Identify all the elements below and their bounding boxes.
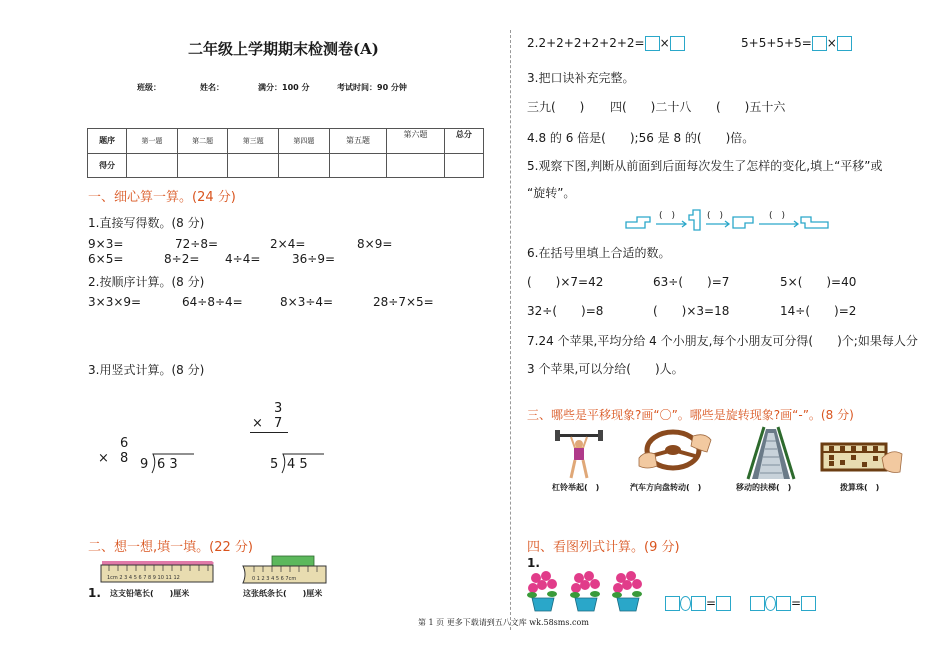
sec3-label: 拨算珠( )	[840, 483, 880, 492]
operator-circle[interactable]	[680, 596, 691, 611]
time-label: 考试时间：90 分钟	[337, 83, 407, 92]
flower-pot-icon	[569, 570, 603, 612]
score-cell: 第四题	[279, 129, 330, 154]
divisor: 9	[140, 457, 149, 472]
q2-right-text: 5+5+5+5=	[741, 36, 812, 50]
score-blank[interactable]	[329, 153, 387, 178]
ruler-units: 0 1 2 3 4 5 6 7cm	[252, 576, 297, 582]
equation-2	[750, 596, 816, 611]
q3-item: 三九( )	[527, 100, 585, 114]
sec4-q1-num: 1.	[527, 556, 540, 570]
calc-item: 28÷7×5=	[373, 295, 434, 309]
score-table	[87, 128, 484, 178]
score-blank[interactable]	[177, 153, 228, 178]
q5-line1: 5.观察下图,判断从前面到后面每次发生了怎样的变化,填上“平移”或	[527, 159, 883, 173]
calc-item: 2×4=	[270, 237, 306, 251]
calc-item: 9×3=	[88, 237, 124, 251]
ruler1-caption: 这支铅笔长( )厘米	[110, 589, 190, 598]
flower-pot-icon	[611, 570, 645, 612]
score-cell: 题序	[88, 129, 127, 154]
sec1-q2: 2.按顺序计算。(8 分)	[88, 275, 205, 289]
abacus-icon	[820, 440, 904, 476]
score-cell: 第一题	[127, 129, 178, 154]
vertical-top: 3	[274, 401, 283, 416]
times-sign: ×	[826, 36, 837, 50]
q6-item: 32÷( )=8	[527, 304, 604, 318]
equal-sign: =	[791, 596, 802, 610]
answer-box[interactable]	[665, 596, 680, 611]
q7-line1: 7.24 个苹果,平均分给 4 个小朋友,每个小朋友可分得( )个;如果每人分	[527, 334, 918, 348]
score-cell: 得分	[88, 153, 127, 178]
section1-title: 一、细心算一算。(24 分)	[88, 190, 236, 205]
vertical-bottom: 8	[120, 451, 129, 466]
score-blank[interactable]	[279, 153, 330, 178]
class-label: 班级：	[137, 83, 161, 92]
section4-title: 四、看图列式计算。(9 分)	[527, 540, 680, 555]
score-cell: 第六题	[387, 129, 445, 154]
vertical-op: ×	[252, 416, 263, 431]
calc-item: 4÷4=	[225, 252, 261, 266]
vertical-op: ×	[98, 451, 109, 466]
calc-item: 36÷9=	[292, 252, 336, 266]
name-label: 姓名：	[200, 83, 224, 92]
operator-circle[interactable]	[765, 596, 776, 611]
sec2-q1-num: 1.	[88, 586, 101, 600]
score-blank[interactable]	[444, 153, 483, 178]
sec1-q3: 3.用竖式计算。(8 分)	[88, 363, 205, 377]
q6-item: 5×( )=40	[780, 275, 857, 289]
calc-item: 6×5=	[88, 252, 124, 266]
divisor: 5	[270, 457, 279, 472]
vertical-bottom: 7	[274, 416, 283, 431]
answer-box[interactable]	[691, 596, 706, 611]
answer-box[interactable]	[801, 596, 816, 611]
transform-blank[interactable]: ( )	[659, 211, 676, 221]
score-cell: 第五题	[329, 129, 387, 154]
sec3-label: 汽车方向盘转动( )	[630, 483, 702, 492]
section3-title: 三、哪些是平移现象?画“〇”。哪些是旋转现象?画“-”。(8 分)	[527, 408, 854, 422]
escalator-icon	[746, 425, 796, 481]
q3-title: 3.把口诀补充完整。	[527, 71, 635, 85]
q7-line2: 3 个苹果,可以分给( )人。	[527, 362, 684, 376]
q6-item: 63÷( )=7	[653, 275, 730, 289]
q2-left-text: 2.2+2+2+2+2+2=	[527, 36, 645, 50]
answer-box[interactable]	[776, 596, 791, 611]
calc-item: 8×9=	[357, 237, 393, 251]
sec3-label: 杠铃举起( )	[552, 483, 600, 492]
q6-title: 6.在括号里填上合适的数。	[527, 246, 671, 260]
calc-item: 8÷2=	[164, 252, 200, 266]
section2-title: 二、想一想,填一填。(22 分)	[88, 540, 253, 555]
calc-item: 72÷8=	[175, 237, 219, 251]
steering-wheel-icon	[633, 428, 715, 480]
vertical-top: 6	[120, 436, 129, 451]
answer-box[interactable]	[645, 36, 660, 51]
shape-transform-icon	[623, 206, 833, 236]
transform-blank[interactable]: ( )	[769, 211, 786, 221]
calc-item: 3×3×9=	[88, 295, 142, 309]
flower-pot-icon	[526, 570, 560, 612]
score-cell: 第三题	[228, 129, 279, 154]
answer-box[interactable]	[812, 36, 827, 51]
q3-item: ( )五十六	[716, 100, 786, 114]
answer-box[interactable]	[716, 596, 731, 611]
dividend: 6 3	[157, 457, 178, 472]
answer-box[interactable]	[837, 36, 852, 51]
times-sign: ×	[659, 36, 670, 50]
page-footer: 第 1 页 更多下载请到五八文库 wk.58sms.com	[418, 618, 589, 627]
page-title: 二年级上学期期末检测卷(A)	[188, 40, 379, 58]
answer-box[interactable]	[750, 596, 765, 611]
equation-1	[665, 596, 731, 611]
score-blank[interactable]	[387, 153, 445, 178]
q2-right	[741, 36, 852, 51]
score-label: 满分：100 分	[258, 83, 310, 92]
score-cell: 第二题	[177, 129, 228, 154]
answer-box[interactable]	[670, 36, 685, 51]
q6-item: ( )×7=42	[527, 275, 604, 289]
score-cell: 总分	[444, 129, 483, 154]
score-blank[interactable]	[127, 153, 178, 178]
calc-item: 8×3÷4=	[280, 295, 334, 309]
calc-item: 64÷8÷4=	[182, 295, 243, 309]
q6-item: ( )×3=18	[653, 304, 730, 318]
dividend: 4 5	[287, 457, 308, 472]
q6-item: 14÷( )=2	[780, 304, 857, 318]
equal-sign: =	[706, 596, 717, 610]
q5-line2: “旋转”。	[527, 186, 576, 200]
sec3-label: 移动的扶梯( )	[736, 483, 792, 492]
ruler2-caption: 这张纸条长( )厘米	[243, 589, 323, 598]
ruler-pencil-icon	[100, 558, 215, 584]
column-divider	[510, 30, 511, 630]
q2-left	[527, 36, 685, 51]
q4-text: 4.8 的 6 倍是( );56 是 8 的( )倍。	[527, 131, 755, 145]
sec1-q1: 1.直接写得数。(8 分)	[88, 216, 205, 230]
q3-item: 四( )二十八	[610, 100, 692, 114]
ruler-paper-icon	[240, 555, 330, 585]
transform-blank[interactable]: ( )	[707, 211, 724, 221]
score-blank[interactable]	[228, 153, 279, 178]
ruler-units: 1cm 2 3 4 5 6 7 8 9 10 11 12	[107, 575, 180, 581]
vertical-line	[250, 432, 288, 433]
weightlifter-icon	[553, 428, 605, 480]
